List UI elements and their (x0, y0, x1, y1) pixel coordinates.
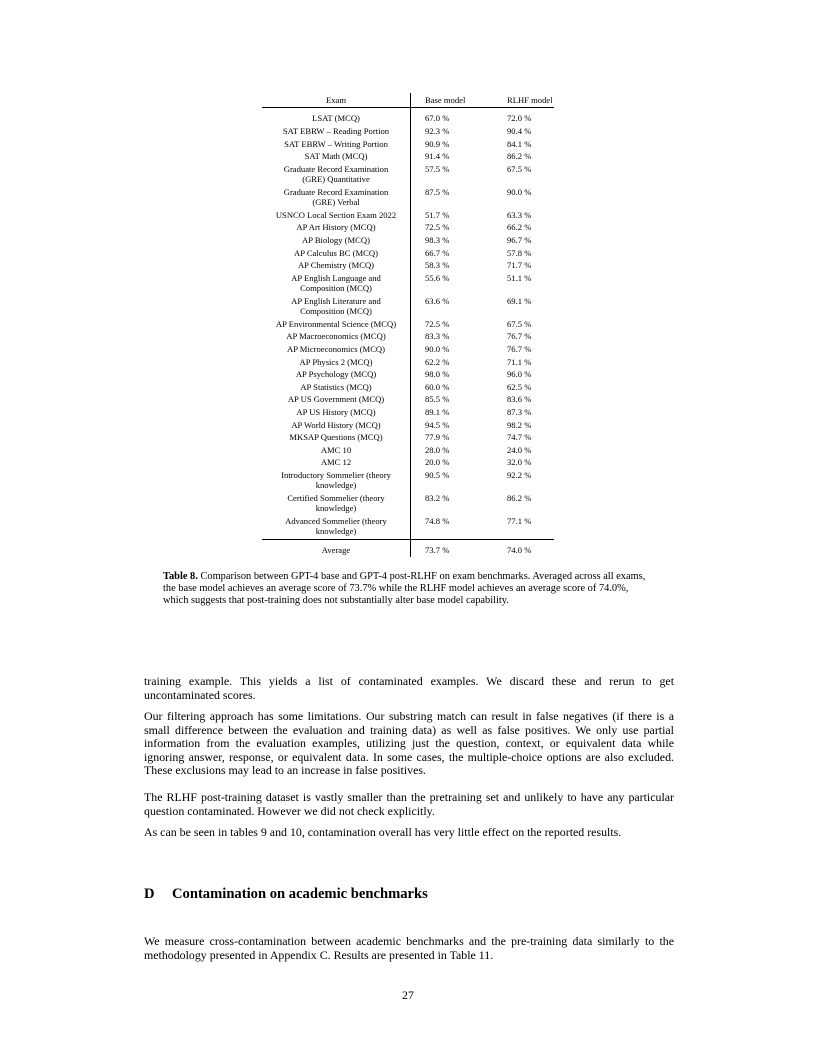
paragraph-5: We measure cross-contamination between academic benchmarks and the pre-training data similarly to the methodology presented in Appendix C. Results are presented in Table 11. (144, 934, 674, 962)
exam-name-line: AP Psychology (MCQ) (295, 369, 377, 380)
exam-name-cell (262, 493, 411, 516)
base-score-cell: 89.1 % (425, 406, 450, 417)
exam-name-line: AP Microeconomics (MCQ) (286, 343, 386, 354)
base-score-cell: 20.0 % (425, 457, 450, 468)
table-body (262, 108, 554, 539)
rlhf-score-cell: 98.2 % (507, 419, 532, 430)
exam-name-line: AP English Literature and (291, 295, 381, 306)
exam-name-cell (262, 187, 411, 210)
exam-name-line: AP Physics 2 (MCQ) (299, 356, 373, 367)
rlhf-score-cell: 77.1 % (507, 515, 532, 526)
exam-name-line: Introductory Sommelier (theory (281, 469, 391, 480)
base-score-cell: 83.2 % (425, 492, 450, 503)
exam-name-line: MKSAP Questions (MCQ) (289, 432, 383, 443)
section-heading (144, 886, 428, 903)
exam-name-line: AP English Language and (291, 272, 381, 283)
exam-name-cell (262, 108, 411, 126)
exam-name-cell (262, 151, 411, 164)
exam-name-cell (262, 357, 411, 370)
exam-name-line: AMC 10 (320, 444, 352, 455)
rlhf-score-cell: 66.2 % (507, 222, 532, 233)
header-exam: Exam (262, 93, 411, 108)
exam-name-line: (GRE) Verbal (312, 197, 360, 208)
exam-name-line: Certified Sommelier (theory (287, 492, 385, 503)
base-score-cell: 51.7 % (425, 209, 450, 220)
exam-name-cell (262, 420, 411, 433)
exam-name-line: knowledge) (315, 480, 357, 491)
table-row (262, 235, 554, 248)
average-rlhf-value: 74.0 % (497, 539, 554, 557)
table-row (262, 331, 554, 344)
base-score-cell: 72.5 % (425, 222, 450, 233)
exam-name-cell (262, 457, 411, 470)
paragraph-1: training example. This yields a list of contaminated examples. We discard these and rerun to get uncontaminated scores. (144, 674, 674, 702)
table-row (262, 273, 554, 296)
exam-table-container (262, 93, 554, 557)
average-base-value: 73.7 % (411, 539, 498, 557)
exam-name-line: AP Macroeconomics (MCQ) (286, 331, 386, 342)
exam-name-line: AP Environmental Science (MCQ) (275, 318, 397, 329)
caption-text: Comparison between GPT-4 base and GPT-4 post-RLHF on exam benchmarks. Averaged across all exams, the base model achieves an average score of 73.7% while the RLHF model achieves an average score of 74.0%, which suggests that post-training does not substantially alter base model capability. (163, 571, 646, 606)
exam-name-cell (262, 210, 411, 223)
rlhf-score-cell: 57.8 % (507, 247, 532, 258)
header-rlhf-model: RLHF model (497, 93, 554, 108)
exam-name-line: AP Calculus BC (MCQ) (294, 247, 378, 258)
base-score-cell: 83.3 % (425, 331, 450, 342)
exam-name-cell (262, 344, 411, 357)
base-score-cell: 90.9 % (425, 138, 450, 149)
rlhf-score-cell: 87.3 % (507, 406, 532, 417)
exam-name-cell (262, 432, 411, 445)
exam-name-cell (262, 319, 411, 332)
exam-name-cell (262, 369, 411, 382)
table-row (262, 126, 554, 139)
table-row (262, 394, 554, 407)
exam-name-cell (262, 235, 411, 248)
exam-name-line: Graduate Record Examination (283, 186, 389, 197)
exam-name-line: AP US Government (MCQ) (287, 394, 385, 405)
table-row (262, 407, 554, 420)
rlhf-score-cell: 83.6 % (507, 394, 532, 405)
base-score-cell: 74.8 % (425, 515, 450, 526)
rlhf-score-cell: 86.2 % (507, 492, 532, 503)
exam-name-line: knowledge) (315, 526, 357, 537)
paragraph-2: Our filtering approach has some limitations. Our substring match can result in false negatives (if there is a small difference between the evaluation and training data) as well as false positives. We only use partial information from the evaluation examples, utilizing just the question, context, or equivalent data while ignoring answer, response, or equivalent data. In some cases, the multiple-choice options are also excluded. These exclusions may lead to an increase in false positives. (144, 709, 674, 778)
table-row (262, 260, 554, 273)
table-row (262, 151, 554, 164)
rlhf-score-cell: 76.7 % (507, 343, 532, 354)
rlhf-score-cell: 71.1 % (507, 356, 532, 367)
exam-name-line: Advanced Sommelier (theory (285, 515, 387, 526)
table-row (262, 319, 554, 332)
base-score-cell: 58.3 % (425, 260, 450, 271)
exam-benchmark-table (262, 93, 554, 557)
exam-name-line: Composition (MCQ) (300, 306, 372, 317)
base-score-cell: 90.0 % (425, 343, 450, 354)
exam-name-cell (262, 407, 411, 420)
table-row (262, 445, 554, 458)
exam-name-cell (262, 273, 411, 296)
table-row (262, 493, 554, 516)
table-row (262, 432, 554, 445)
exam-name-line: AP US History (MCQ) (296, 406, 376, 417)
exam-name-line: Graduate Record Examination (283, 163, 389, 174)
average-label: Average (262, 539, 411, 557)
exam-name-cell (262, 331, 411, 344)
rlhf-score-cell: 71.7 % (507, 260, 532, 271)
exam-name-cell (262, 260, 411, 273)
base-score-cell: 72.5 % (425, 318, 450, 329)
base-score-cell: 98.0 % (425, 369, 450, 380)
rlhf-score-cell: 24.0 % (507, 444, 532, 455)
exam-name-line: AP Biology (MCQ) (302, 234, 370, 245)
exam-name-line: AP World History (MCQ) (291, 419, 381, 430)
exam-name-line: AMC 12 (320, 457, 352, 468)
rlhf-score-cell: 69.1 % (507, 295, 532, 306)
average-row (262, 539, 554, 557)
exam-name-line: AP Art History (MCQ) (296, 222, 376, 233)
paragraph-3: The RLHF post-training dataset is vastly smaller than the pretraining set and unlikely to have any particular question contaminated. However we did not check explicitly. (144, 790, 674, 818)
table-row (262, 248, 554, 261)
rlhf-score-cell: 76.7 % (507, 331, 532, 342)
table-header-row (262, 93, 554, 108)
rlhf-score-cell: 96.0 % (507, 369, 532, 380)
base-score-cell: 28.0 % (425, 444, 450, 455)
rlhf-score-cell: 63.3 % (507, 209, 532, 220)
table-row (262, 457, 554, 470)
base-score-cell: 60.0 % (425, 381, 450, 392)
exam-name-line: Composition (MCQ) (300, 283, 372, 294)
exam-name-cell (262, 394, 411, 407)
table-row (262, 382, 554, 395)
table-row (262, 470, 554, 493)
table-row (262, 187, 554, 210)
exam-name-cell (262, 382, 411, 395)
exam-name-line: knowledge) (315, 503, 357, 514)
table-caption (163, 571, 655, 607)
exam-name-line: USNCO Local Section Exam 2022 (275, 209, 397, 220)
base-score-cell: 67.0 % (425, 113, 450, 124)
base-score-cell: 87.5 % (425, 186, 450, 197)
rlhf-score-cell: 84.1 % (507, 138, 532, 149)
base-score-cell: 94.5 % (425, 419, 450, 430)
rlhf-score-cell: 96.7 % (507, 234, 532, 245)
section-title: Contamination on academic benchmarks (172, 886, 428, 902)
table-row (262, 108, 554, 126)
exam-name-cell (262, 516, 411, 540)
page-number: 27 (402, 988, 414, 1002)
base-score-cell: 77.9 % (425, 432, 450, 443)
exam-name-cell (262, 248, 411, 261)
base-score-cell: 91.4 % (425, 151, 450, 162)
rlhf-score-cell: 51.1 % (507, 272, 532, 283)
table-row (262, 420, 554, 433)
exam-name-line: SAT EBRW – Writing Portion (284, 138, 388, 149)
table-row (262, 139, 554, 152)
rlhf-score-cell: 67.5 % (507, 318, 532, 329)
base-score-cell: 55.6 % (425, 272, 450, 283)
table-row (262, 516, 554, 540)
exam-name-cell (262, 296, 411, 319)
table-row (262, 210, 554, 223)
base-score-cell: 57.5 % (425, 163, 450, 174)
rlhf-score-cell: 92.2 % (507, 469, 532, 480)
section-number: D (144, 886, 155, 902)
exam-name-cell (262, 222, 411, 235)
exam-name-cell (262, 164, 411, 187)
exam-name-line: SAT EBRW – Reading Portion (282, 126, 390, 136)
rlhf-score-cell: 72.0 % (507, 113, 532, 124)
base-score-cell: 63.6 % (425, 295, 450, 306)
base-score-cell: 62.2 % (425, 356, 450, 367)
exam-name-line: SAT Math (MCQ) (304, 151, 368, 162)
table-row (262, 222, 554, 235)
table-row (262, 369, 554, 382)
exam-name-cell (262, 470, 411, 493)
exam-name-line: (GRE) Quantitative (302, 174, 370, 185)
table-row (262, 296, 554, 319)
rlhf-score-cell: 90.4 % (507, 126, 532, 136)
base-score-cell: 85.5 % (425, 394, 450, 405)
rlhf-score-cell: 32.0 % (507, 457, 532, 468)
base-score-cell: 66.7 % (425, 247, 450, 258)
exam-name-cell (262, 126, 411, 139)
base-score-cell: 98.3 % (425, 234, 450, 245)
rlhf-score-cell: 90.0 % (507, 186, 532, 197)
base-score-cell: 90.5 % (425, 469, 450, 480)
exam-name-line: AP Statistics (MCQ) (300, 381, 372, 392)
exam-name-line: LSAT (MCQ) (312, 113, 360, 124)
exam-name-line: AP Chemistry (MCQ) (297, 260, 375, 271)
exam-name-cell (262, 445, 411, 458)
table-row (262, 357, 554, 370)
rlhf-score-cell: 86.2 % (507, 151, 532, 162)
caption-label: Table 8. (163, 571, 198, 582)
header-base-model: Base model (411, 93, 498, 108)
table-row (262, 164, 554, 187)
base-score-cell: 92.3 % (425, 126, 450, 136)
table-row (262, 344, 554, 357)
exam-name-cell (262, 139, 411, 152)
rlhf-score-cell: 62.5 % (507, 381, 532, 392)
rlhf-score-cell: 74.7 % (507, 432, 532, 443)
rlhf-score-cell: 67.5 % (507, 163, 532, 174)
paragraph-4: As can be seen in tables 9 and 10, contamination overall has very little effect on the reported results. (144, 825, 622, 839)
